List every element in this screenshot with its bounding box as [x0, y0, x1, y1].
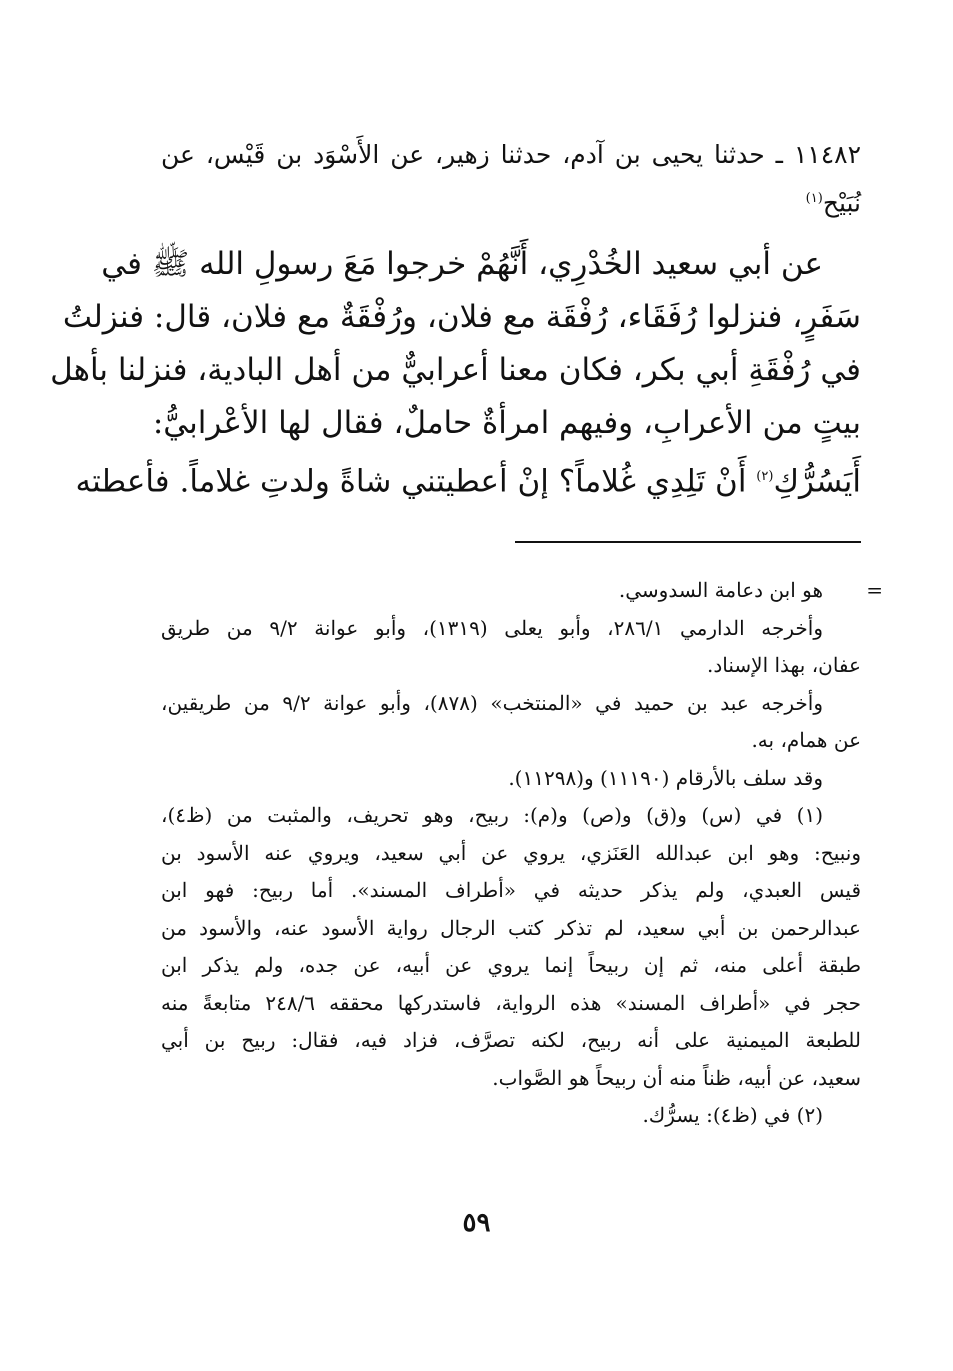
continuation-marker: = — [866, 578, 883, 602]
hadith-narrator-name: نُبَيْح — [822, 188, 861, 218]
footnote-line: وأخرجه الدارمي ٢٨٦/١، وأبو يعلى (١٣١٩)، وأبو عوانة ٩/٢ من طريق — [161, 615, 823, 640]
footnote-1-line: سعيد، عن أبيه، ظناً منه أن ربيحاً هو الصَّواب. — [492, 1065, 861, 1090]
hadith-text-line-last — [75, 450, 861, 508]
page-number: ٥٩ — [462, 1208, 491, 1238]
footnote-ref-2: (٢) — [756, 469, 774, 484]
footnote-2-line: (٢) في (ظ٤): يسرُّك. — [642, 1103, 823, 1127]
hadith-chain-line: ١١٤٨٢ ـ حدثنا يحيى بن آدم، حدثنا زهير، عن الأَسْوَد بن قَيْس، عن — [161, 140, 861, 169]
footnote-line — [161, 572, 883, 610]
hadith-last-part1: أَيَسُرُّكِ — [773, 463, 861, 500]
hadith-text-line: في رُفْقَةِ أبي بكر، فكان معنا أعرابيٌّ من أهل البادية، فنزلنا بأهل — [50, 352, 861, 388]
footnote-1-line: ونبيح: وهو ابن عبدالله العَنَزي، يروي عن أبي سعيد، ويروي عنه الأسود بن — [161, 840, 861, 865]
hadith-text-line: عن أبي سعيد الخُدْرِي، أَنَّهُمْ خرجوا مَعَ رسولِ الله ﷺ في — [101, 246, 823, 282]
footnote-1-line: (١) في (س) و(ق) و(ص) و(م): ربيح، وهو تحريف، والمثبت من (ظ٤)، — [161, 803, 823, 827]
footnote-line: عن همام، به. — [751, 728, 861, 752]
footnotes — [161, 572, 883, 1135]
hadith-text-line: بيتٍ من الأعرابِ، وفيهم امرأةٌ حاملٌ، فقال لها الأعْرابيُّ: — [152, 405, 861, 441]
footnote-separator — [515, 541, 861, 543]
footnote-1-line: قيس العبدي، ولم يذكر حديثه في «أطراف المسند». أما ربيح: فهو ابن — [161, 878, 861, 902]
hadith-text-line: سَفَرٍ، فنزلوا رُفَقَاء، رُفْقَة مع فلان، ورُفْقَةٌ مع فلان، قال: فنزلتُ — [62, 299, 861, 335]
hadith-body — [50, 238, 861, 508]
footnote-1-line: حجر في «أطراف المسند» هذه الرواية، فاستدركها محققه ٢٤٨/٦ متابعةً منه — [161, 990, 861, 1015]
footnote-1-line: عبدالرحمن بن أبي سعيد، لم تذكر كتب الرجال رواية الأسود عنه، والأسود من — [161, 915, 861, 940]
footnote-line: وقد سلف بالأرقام (١١١٩٠) و(١١٢٩٨). — [508, 765, 823, 790]
footnote-ref-1: (١) — [805, 191, 823, 206]
footnote-1-line: للطبعة الميمنية على أنه ربيح، لكنه تصرَّف، فزاد فيه، فقال: ربيح بن أبي — [161, 1028, 861, 1052]
hadith-header — [161, 133, 861, 225]
hadith-last-part2: أَنْ تَلِدِي غُلاماً؟ إنْ أعطيتني شاةً ولدتِ غلاماً. فأعطته — [75, 463, 757, 500]
footnote-1-line: طبقة أعلى منه، ثم إن ربيحاً إنما يروي عن أبيه، عن جده، ولم يذكر ابن — [161, 953, 861, 977]
footnote-line-text: هو ابن دعامة السدوسي. — [618, 578, 823, 602]
footnote-line: عفان، بهذا الإسناد. — [707, 653, 861, 677]
footnote-line: وأخرجه عبد بن حميد في «المنتخب» (٨٧٨)، وأبو عوانة ٩/٢ من طريقين، — [161, 690, 823, 715]
